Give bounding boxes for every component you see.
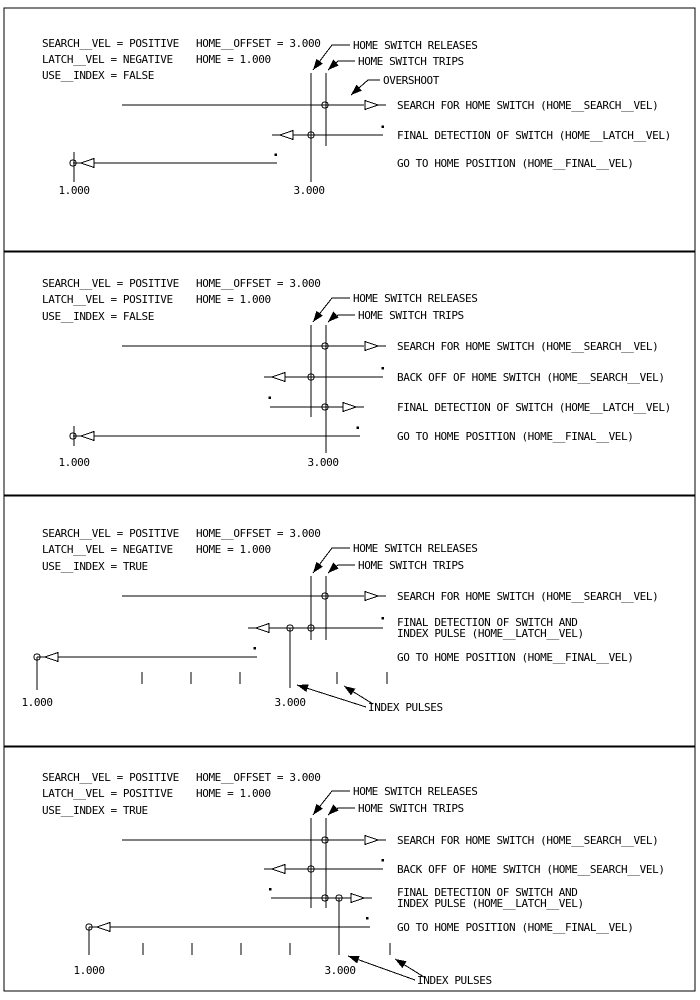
p1-final-label: FINAL DETECTION OF SWITCH (HOME__LATCH__VEL) bbox=[397, 129, 671, 142]
p3-offset-axis-label: 3.000 bbox=[274, 696, 306, 709]
p3-index-arrowhead-1-icon bbox=[296, 681, 309, 692]
p4-param-search-vel: SEARCH__VEL = POSITIVE bbox=[42, 771, 179, 784]
p4-index-pulse-ticks bbox=[143, 943, 390, 955]
p1-gohome-start-dot bbox=[275, 154, 278, 157]
p2-backoff-left-arrowhead-icon bbox=[272, 373, 285, 382]
p2-offset-axis-label: 3.000 bbox=[307, 456, 339, 469]
p1-trips-label: HOME SWITCH TRIPS bbox=[358, 55, 464, 68]
p3-home-axis-label: 1.000 bbox=[21, 696, 53, 709]
p4-backoff-label: BACK OFF OF HOME SWITCH (HOME__SEARCH__VEL) bbox=[397, 863, 665, 876]
p4-gohome-start-dot bbox=[366, 917, 369, 920]
p2-final-right-arrowhead-icon bbox=[343, 403, 356, 412]
p2-releases-label: HOME SWITCH RELEASES bbox=[353, 292, 478, 305]
p2-search-right-arrowhead-icon bbox=[365, 342, 378, 351]
p4-search-right-arrowhead-icon bbox=[365, 836, 378, 845]
p1-gohome-left-arrowhead-icon bbox=[81, 159, 94, 168]
p1-param-use-index: USE__INDEX = FALSE bbox=[42, 69, 155, 82]
p4-home-axis-label: 1.000 bbox=[73, 964, 105, 977]
p3-gohome-start-dot bbox=[254, 647, 257, 650]
p4-param-home: HOME = 1.000 bbox=[196, 787, 271, 800]
p3-index-pulses-label: INDEX PULSES bbox=[368, 701, 443, 714]
p2-trips-arrowhead-icon bbox=[325, 312, 339, 325]
p4-backoff-left-arrowhead-icon bbox=[272, 865, 285, 874]
p1-gohome-label: GO TO HOME POSITION (HOME__FINAL__VEL) bbox=[397, 157, 634, 170]
p3-param-search-vel: SEARCH__VEL = POSITIVE bbox=[42, 527, 179, 540]
p2-search-label: SEARCH FOR HOME SWITCH (HOME__SEARCH__VEL) bbox=[397, 340, 659, 353]
p4-final-label-line1: FINAL DETECTION OF SWITCH AND bbox=[397, 886, 578, 899]
p4-gohome-label: GO TO HOME POSITION (HOME__FINAL__VEL) bbox=[397, 921, 634, 934]
p3-param-use-index: USE__INDEX = TRUE bbox=[42, 560, 148, 573]
panel-3 bbox=[4, 496, 695, 746]
p3-final-start-dot bbox=[382, 617, 385, 620]
p2-param-latch-vel: LATCH__VEL = POSITIVE bbox=[42, 293, 173, 306]
p4-param-home-offset: HOME__OFFSET = 3.000 bbox=[196, 771, 321, 784]
p4-trips-label: HOME SWITCH TRIPS bbox=[358, 802, 464, 815]
p3-final-left-arrowhead-icon bbox=[256, 624, 269, 633]
p4-final-label-line2: INDEX PULSE (HOME__LATCH__VEL) bbox=[397, 897, 584, 910]
p3-param-home: HOME = 1.000 bbox=[196, 543, 271, 556]
p2-home-axis-label: 1.000 bbox=[58, 456, 90, 469]
p1-home-axis-label: 1.000 bbox=[58, 184, 90, 197]
p3-final-label-line2: INDEX PULSE (HOME__LATCH__VEL) bbox=[397, 627, 584, 640]
p4-switch-and-index-lines bbox=[311, 818, 339, 955]
p1-search-right-arrowhead-icon bbox=[365, 101, 378, 110]
p3-trips-arrowhead-icon bbox=[325, 563, 339, 576]
p2-param-home-offset: HOME__OFFSET = 3.000 bbox=[196, 277, 321, 290]
p4-search-label: SEARCH FOR HOME SWITCH (HOME__SEARCH__VEL) bbox=[397, 834, 659, 847]
p3-releases-label: HOME SWITCH RELEASES bbox=[353, 542, 478, 555]
p3-index-arrowhead-2-icon bbox=[342, 683, 356, 696]
panel-2 bbox=[4, 252, 695, 495]
p4-index-pulses-leaders bbox=[348, 956, 424, 980]
p4-index-arrowhead-1-icon bbox=[347, 952, 360, 963]
p2-backoff-start-dot bbox=[382, 367, 385, 370]
p3-switch-and-index-lines bbox=[290, 576, 326, 688]
p3-search-right-arrowhead-icon bbox=[365, 592, 378, 601]
p3-param-latch-vel: LATCH__VEL = NEGATIVE bbox=[42, 543, 173, 556]
p3-param-home-offset: HOME__OFFSET = 3.000 bbox=[196, 527, 321, 540]
p4-index-arrowhead-2-icon bbox=[393, 956, 407, 969]
p2-gohome-start-dot bbox=[357, 427, 360, 430]
p4-index-pulses-label: INDEX PULSES bbox=[417, 974, 492, 987]
p4-gohome-left-arrowhead-icon bbox=[97, 923, 110, 932]
p4-offset-axis-label: 3.000 bbox=[324, 964, 356, 977]
p4-final-right-arrowhead-icon bbox=[351, 894, 364, 903]
p3-final-label-line1: FINAL DETECTION OF SWITCH AND bbox=[397, 616, 578, 629]
p1-final-left-arrowhead-icon bbox=[280, 131, 293, 140]
p1-releases-arrowhead-icon bbox=[310, 59, 323, 73]
p2-final-start-dot bbox=[269, 397, 272, 400]
p4-releases-label: HOME SWITCH RELEASES bbox=[353, 785, 478, 798]
panel-4 bbox=[4, 747, 695, 991]
p4-param-use-index: USE__INDEX = TRUE bbox=[42, 804, 148, 817]
p3-trips-label: HOME SWITCH TRIPS bbox=[358, 559, 464, 572]
p1-offset-axis-label: 3.000 bbox=[293, 184, 325, 197]
p2-backoff-label: BACK OFF OF HOME SWITCH (HOME__SEARCH__VEL) bbox=[397, 371, 665, 384]
p2-param-home: HOME = 1.000 bbox=[196, 293, 271, 306]
p1-param-home-offset: HOME__OFFSET = 3.000 bbox=[196, 37, 321, 50]
p1-switch-lines bbox=[311, 73, 326, 182]
p2-switch-lines bbox=[311, 325, 326, 453]
p3-gohome-label: GO TO HOME POSITION (HOME__FINAL__VEL) bbox=[397, 651, 634, 664]
p4-param-latch-vel: LATCH__VEL = POSITIVE bbox=[42, 787, 173, 800]
p4-backoff-start-dot bbox=[382, 859, 385, 862]
p4-final-start-dot bbox=[269, 888, 272, 891]
p1-param-search-vel: SEARCH__VEL = POSITIVE bbox=[42, 37, 179, 50]
p3-search-label: SEARCH FOR HOME SWITCH (HOME__SEARCH__VEL) bbox=[397, 590, 659, 603]
p3-index-pulses-leaders bbox=[297, 685, 373, 707]
p3-gohome-left-arrowhead-icon bbox=[45, 653, 58, 662]
p2-trips-label: HOME SWITCH TRIPS bbox=[358, 309, 464, 322]
p1-param-home: HOME = 1.000 bbox=[196, 53, 271, 66]
p2-gohome-label: GO TO HOME POSITION (HOME__FINAL__VEL) bbox=[397, 430, 634, 443]
p1-final-start-dot bbox=[382, 126, 385, 129]
p4-trips-arrowhead-icon bbox=[325, 805, 339, 818]
p2-param-use-index: USE__INDEX = FALSE bbox=[42, 310, 155, 323]
p1-param-latch-vel: LATCH__VEL = NEGATIVE bbox=[42, 53, 173, 66]
panel-1 bbox=[4, 8, 695, 251]
p1-releases-label: HOME SWITCH RELEASES bbox=[353, 39, 478, 52]
p2-gohome-left-arrowhead-icon bbox=[81, 432, 94, 441]
p3-index-pulse-ticks bbox=[142, 672, 387, 684]
p1-search-label: SEARCH FOR HOME SWITCH (HOME__SEARCH__VEL) bbox=[397, 99, 659, 112]
p3-releases-arrowhead-icon bbox=[310, 562, 323, 576]
p1-overshoot-label: OVERSHOOT bbox=[383, 74, 440, 87]
p2-param-search-vel: SEARCH__VEL = POSITIVE bbox=[42, 277, 179, 290]
p2-final-label: FINAL DETECTION OF SWITCH (HOME__LATCH__VEL) bbox=[397, 401, 671, 414]
